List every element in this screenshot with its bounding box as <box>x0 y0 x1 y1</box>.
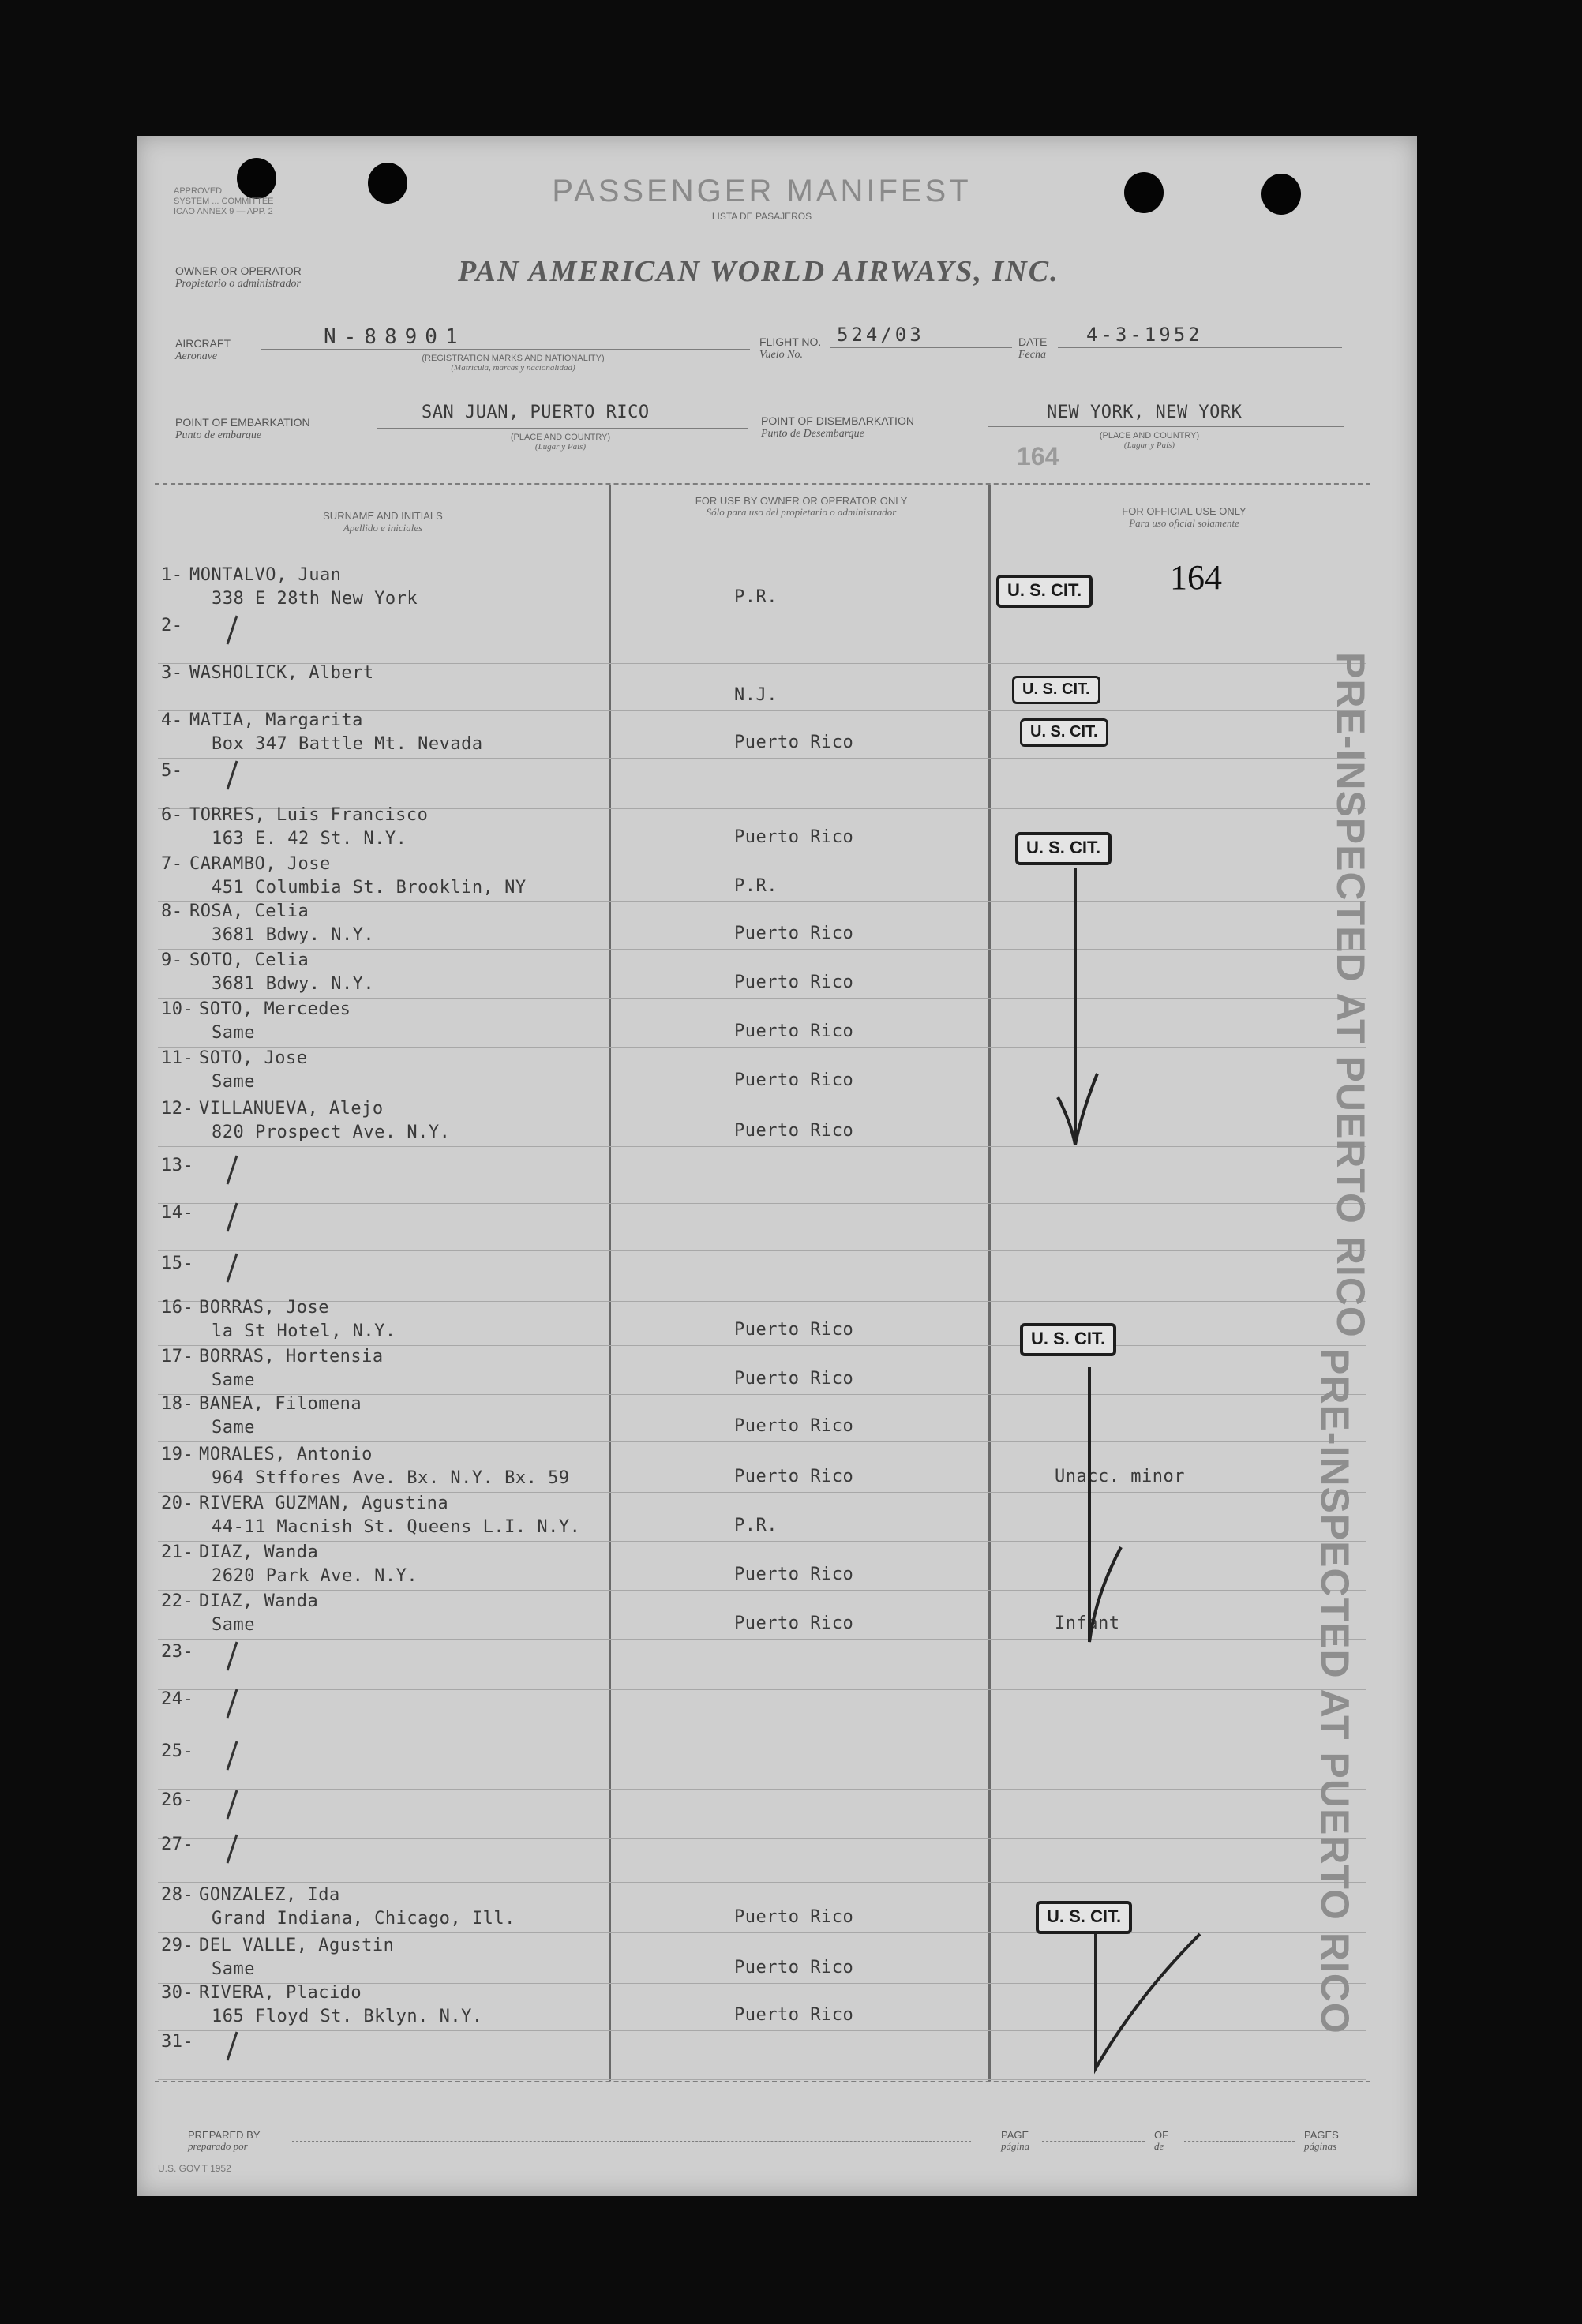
page-subtitle: LISTA DE PASAJEROS <box>711 211 812 222</box>
row-number: 12- <box>161 1099 194 1119</box>
passenger-address: Same <box>212 1418 255 1438</box>
passenger-address: 964 Stffores Ave. Bx. N.Y. Bx. 59 <box>212 1468 570 1488</box>
row-number: 11- <box>161 1048 194 1068</box>
passenger-name: RIVERA, Placido <box>199 1983 362 2003</box>
operator-note: Puerto Rico <box>734 1958 854 1977</box>
row-number: 6- <box>161 805 183 825</box>
aircraft-note: (REGISTRATION MARKS AND NATIONALITY) (Matrícula, marcas y nacionalidad) <box>422 354 605 373</box>
passenger-name: BORRAS, Jose <box>199 1298 329 1318</box>
row-number: 20- <box>161 1494 194 1513</box>
row-number: 30- <box>161 1983 194 2003</box>
official-number: 164 <box>1170 558 1222 597</box>
tick-mark-icon <box>216 1639 248 1674</box>
operator-note: Puerto Rico <box>734 973 854 992</box>
tick-mark-icon <box>216 1153 248 1187</box>
row-number: 29- <box>161 1936 194 1955</box>
disembarkation-note: (PLACE AND COUNTRY) (Lugar y País) <box>1099 431 1200 450</box>
operator-note: Puerto Rico <box>734 1070 854 1090</box>
row-divider <box>158 1146 1366 1147</box>
flight-label: FLIGHT NO. Vuelo No. <box>759 335 822 361</box>
embarkation-label: POINT OF EMBARKATION Punto de embarque <box>175 416 310 441</box>
passenger-name: ROSA, Celia <box>189 901 309 921</box>
row-divider <box>158 1345 1366 1346</box>
row-number: 25- <box>161 1741 194 1761</box>
row-number: 24- <box>161 1689 194 1709</box>
row-divider <box>158 1301 1366 1302</box>
us-cit-stamp: U. S. CIT. <box>1020 1323 1116 1356</box>
passenger-name: GONZALEZ, Ida <box>199 1885 340 1905</box>
tick-mark-icon <box>216 1250 248 1285</box>
check-mark-icon <box>1074 1926 1216 2084</box>
passenger-name: SOTO, Celia <box>189 950 309 970</box>
passenger-name: MATIA, Margarita <box>189 710 363 730</box>
row-divider <box>158 1203 1366 1204</box>
date-label: DATE Fecha <box>1018 335 1048 361</box>
us-cit-stamp: U. S. CIT. <box>996 575 1093 608</box>
col-header-official: FOR OFFICIAL USE ONLY Para uso oficial solamente <box>1122 505 1246 529</box>
date-value: 4-3-1952 <box>1086 324 1203 346</box>
flight-value: 524/03 <box>837 324 924 346</box>
row-number: 4- <box>161 710 183 730</box>
tick-mark-icon <box>216 1200 248 1235</box>
row-number: 5- <box>161 761 183 781</box>
passenger-address: Same <box>212 1615 255 1635</box>
row-number: 18- <box>161 1394 194 1414</box>
row-number: 14- <box>161 1203 194 1223</box>
operator-note: Puerto Rico <box>734 1320 854 1340</box>
operator-note: P.R. <box>734 876 778 896</box>
check-mark-icon <box>1026 860 1121 1160</box>
passenger-address: la St Hotel, N.Y. <box>212 1321 396 1341</box>
tick-mark-icon <box>216 1831 248 1866</box>
operator-note: P.R. <box>734 1516 778 1535</box>
us-cit-stamp: U. S. CIT. <box>1036 1901 1132 1934</box>
passenger-name: DIAZ, Wanda <box>199 1591 319 1611</box>
operator-note: Puerto Rico <box>734 1467 854 1486</box>
tick-mark-icon <box>216 1738 248 1773</box>
disembarkation-value: NEW YORK, NEW YORK <box>1047 403 1243 422</box>
row-number: 2- <box>161 616 183 635</box>
punch-hole-icon <box>1261 174 1301 215</box>
passenger-name: MORALES, Antonio <box>199 1445 373 1464</box>
row-number: 21- <box>161 1542 194 1562</box>
operator-note: N.J. <box>734 685 778 705</box>
passenger-name: SOTO, Jose <box>199 1048 308 1068</box>
operator-note: Puerto Rico <box>734 924 854 943</box>
row-number: 23- <box>161 1642 194 1662</box>
passenger-name: BANEA, Filomena <box>199 1394 362 1414</box>
passenger-name: TORRES, Luis Francisco <box>189 805 429 825</box>
row-number: 28- <box>161 1885 194 1905</box>
official-note: Unacc. minor <box>1055 1467 1185 1486</box>
operator-note: Puerto Rico <box>734 733 854 752</box>
row-number: 31- <box>161 2032 194 2052</box>
row-divider <box>158 1250 1366 1251</box>
col-header-operator: FOR USE BY OWNER OR OPERATOR ONLY Sólo para uso del propietario o administrador <box>695 495 908 518</box>
row-number: 16- <box>161 1298 194 1318</box>
row-number: 7- <box>161 854 183 874</box>
passenger-name: DIAZ, Wanda <box>199 1542 319 1562</box>
row-number: 22- <box>161 1591 194 1611</box>
row-divider <box>158 1882 1366 1883</box>
passenger-address: Same <box>212 1370 255 1390</box>
owner-value: PAN AMERICAN WORLD AIRWAYS, INC. <box>458 255 1059 288</box>
passenger-name: VILLANUEVA, Alejo <box>199 1099 384 1119</box>
passenger-name: BORRAS, Hortensia <box>199 1347 384 1366</box>
embarkation-value: SAN JUAN, PUERTO RICO <box>422 403 650 422</box>
row-divider <box>158 1639 1366 1640</box>
tick-mark-icon <box>216 1787 248 1822</box>
row-number: 19- <box>161 1445 194 1464</box>
row-number: 13- <box>161 1156 194 1175</box>
passenger-name: DEL VALLE, Agustin <box>199 1936 395 1955</box>
row-divider <box>158 1047 1366 1048</box>
row-divider <box>158 1590 1366 1591</box>
operator-note: Puerto Rico <box>734 2005 854 2025</box>
row-number: 27- <box>161 1835 194 1854</box>
passenger-address: 163 E. 42 St. N.Y. <box>212 829 407 849</box>
us-cit-stamp: U. S. CIT. <box>1015 832 1112 865</box>
operator-note: Puerto Rico <box>734 1121 854 1141</box>
passenger-address: 3681 Bdwy. N.Y. <box>212 925 375 945</box>
row-number: 10- <box>161 999 194 1019</box>
operator-note: Puerto Rico <box>734 827 854 847</box>
row-divider <box>158 1689 1366 1690</box>
preinspected-stamp: PRE-INSPECTED AT PUERTO RICO <box>1313 1348 1357 2034</box>
row-number: 8- <box>161 901 183 921</box>
owner-label: OWNER OR OPERATOR Propietario o administrador <box>175 264 302 290</box>
check-mark-icon <box>1058 1358 1145 1650</box>
column-divider <box>988 485 991 2081</box>
aircraft-value: N-88901 <box>324 325 466 349</box>
row-number: 15- <box>161 1254 194 1273</box>
passenger-address: Grand Indiana, Chicago, Ill. <box>212 1909 515 1929</box>
passenger-address: 451 Columbia St. Brooklin, NY <box>212 878 527 898</box>
operator-note: Puerto Rico <box>734 1021 854 1041</box>
col-header-surname: SURNAME AND INITIALS Apellido e iniciales <box>323 510 443 534</box>
form-code: U.S. GOV'T 1952 <box>158 2163 231 2174</box>
official-note: Infant <box>1055 1614 1120 1633</box>
tick-mark-icon <box>216 758 248 793</box>
passenger-address: 2620 Park Ave. N.Y. <box>212 1566 418 1586</box>
passenger-name: RIVERA GUZMAN, Agustina <box>199 1494 449 1513</box>
row-number: 17- <box>161 1347 194 1366</box>
tick-mark-icon <box>216 2029 248 2063</box>
operator-note: Puerto Rico <box>734 1416 854 1436</box>
operator-note: Puerto Rico <box>734 1369 854 1389</box>
punch-hole-icon <box>1124 172 1164 213</box>
passenger-name: WASHOLICK, Albert <box>189 663 374 683</box>
passenger-address: Same <box>212 1023 255 1043</box>
embarkation-note: (PLACE AND COUNTRY) (Lugar y País) <box>510 433 611 452</box>
operator-note: Puerto Rico <box>734 1565 854 1584</box>
passenger-address: 44-11 Macnish St. Queens L.I. N.Y. <box>212 1517 581 1537</box>
row-divider <box>158 1838 1366 1839</box>
passenger-address: Same <box>212 1959 255 1979</box>
us-cit-stamp: U. S. CIT. <box>1012 676 1100 704</box>
row-number: 1- <box>161 565 183 585</box>
passenger-address: 338 E 28th New York <box>212 589 418 609</box>
aircraft-label: AIRCRAFT Aeronave <box>175 337 231 362</box>
row-divider <box>158 1441 1366 1442</box>
passenger-address: Box 347 Battle Mt. Nevada <box>212 734 483 754</box>
passenger-address: 3681 Bdwy. N.Y. <box>212 974 375 994</box>
row-divider <box>158 998 1366 999</box>
tick-mark-icon <box>216 1686 248 1721</box>
punch-hole-icon <box>368 163 407 204</box>
row-number: 9- <box>161 950 183 970</box>
row-divider <box>158 1789 1366 1790</box>
passenger-name: MONTALVO, Juan <box>189 565 342 585</box>
row-divider <box>158 1541 1366 1542</box>
tick-mark-icon <box>216 613 248 647</box>
footer-pages: PAGES páginas <box>1304 2129 1339 2152</box>
row-divider <box>158 758 1366 759</box>
footer-page: PAGE página <box>1001 2129 1030 2152</box>
operator-note: Puerto Rico <box>734 1614 854 1633</box>
passenger-address: 820 Prospect Ave. N.Y. <box>212 1123 451 1142</box>
page-number-stamp: 164 <box>1017 442 1059 470</box>
footer-of: OF de <box>1154 2129 1169 2152</box>
passenger-address: Same <box>212 1072 255 1092</box>
us-cit-stamp: U. S. CIT. <box>1020 718 1108 747</box>
row-divider <box>158 901 1366 902</box>
passenger-name: SOTO, Mercedes <box>199 999 351 1019</box>
page-title: PASSENGER MANIFEST <box>552 174 972 208</box>
row-divider <box>158 1492 1366 1493</box>
disembarkation-label: POINT OF DISEMBARKATION Punto de Desembarque <box>761 414 914 440</box>
passenger-name: CARAMBO, Jose <box>189 854 331 874</box>
row-number: 26- <box>161 1790 194 1810</box>
column-divider <box>609 485 611 2081</box>
footer-prepared: PREPARED BY preparado por <box>188 2129 261 2152</box>
operator-note: P.R. <box>734 587 778 607</box>
passenger-address: 165 Floyd St. Bklyn. N.Y. <box>212 2007 483 2026</box>
form-approval-note: APPROVED SYSTEM ... COMMITTEE ICAO ANNEX 9 — APP. 2 <box>174 186 274 216</box>
operator-note: Puerto Rico <box>734 1907 854 1927</box>
preinspected-stamp: PRE-INSPECTED AT PUERTO RICO <box>1329 652 1373 1338</box>
row-number: 3- <box>161 663 183 683</box>
row-divider <box>158 949 1366 950</box>
